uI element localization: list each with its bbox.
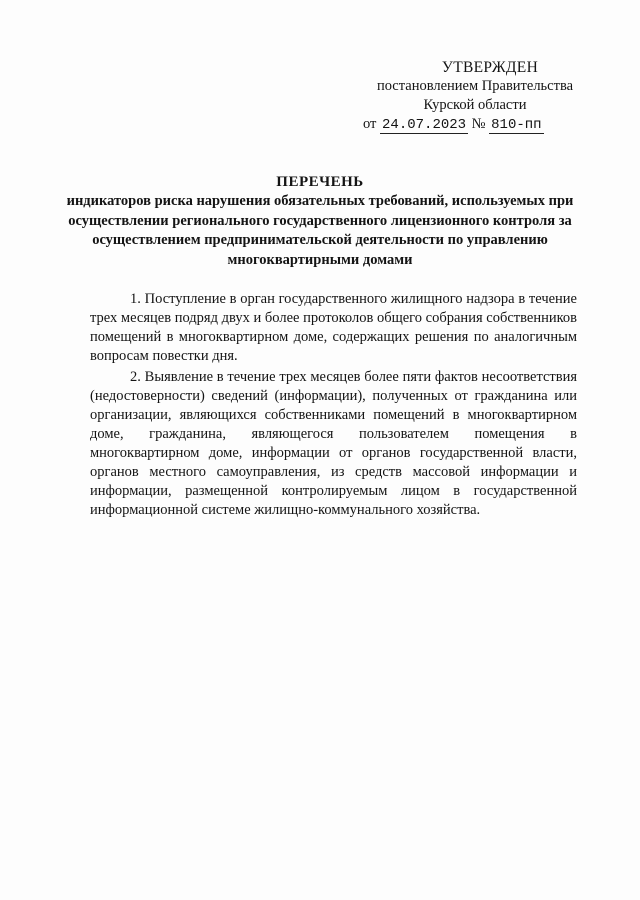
list-item: 1. Поступление в орган государственного жилищного надзора в течение трех месяцев подряд двух и более протоколов общего собрания собственников помещений в многоквартирном доме, содержащих решения по аналогичным вопросам повестки дня. [90,291,577,364]
indicator-list [90,290,577,522]
date-prefix: от [363,116,377,132]
approval-line-region: Курской области [423,97,527,113]
number-label: № [471,116,486,132]
decree-number: 810-пп [491,117,542,133]
approval-stamp [355,58,595,135]
approved-label: УТВЕРЖДЕН [441,59,539,76]
title-heading: ПЕРЕЧЕНЬ [276,174,364,190]
title-subheading: индикаторов риска нарушения обязательных требований, используемых при осуществлении регионального государственного лицензионного контроля за осуществлением предпринимательской деятельности по управлению многоквартирными домами [66,193,574,268]
list-item: 2. Выявление в течение трех месяцев более пяти фактов несоответствия (недостоверности) сведений (информации), полученных от гражданина или организации, являющихся собственниками помещений в многоквартирном доме, гражданина, являющегося пользователем помещения в многоквартирном доме, информации от органов государственной власти, органов местного самоуправления, из средств массовой информации и информации, размещенной контролируемым лицом в государственной информационной системе жилищно-коммунального хозяйства. [90,369,577,518]
document-title [60,172,580,270]
decree-date: 24.07.2023 [382,117,467,133]
approval-line-government: постановлением Правительства [376,78,574,94]
decree-date-number [355,115,595,135]
